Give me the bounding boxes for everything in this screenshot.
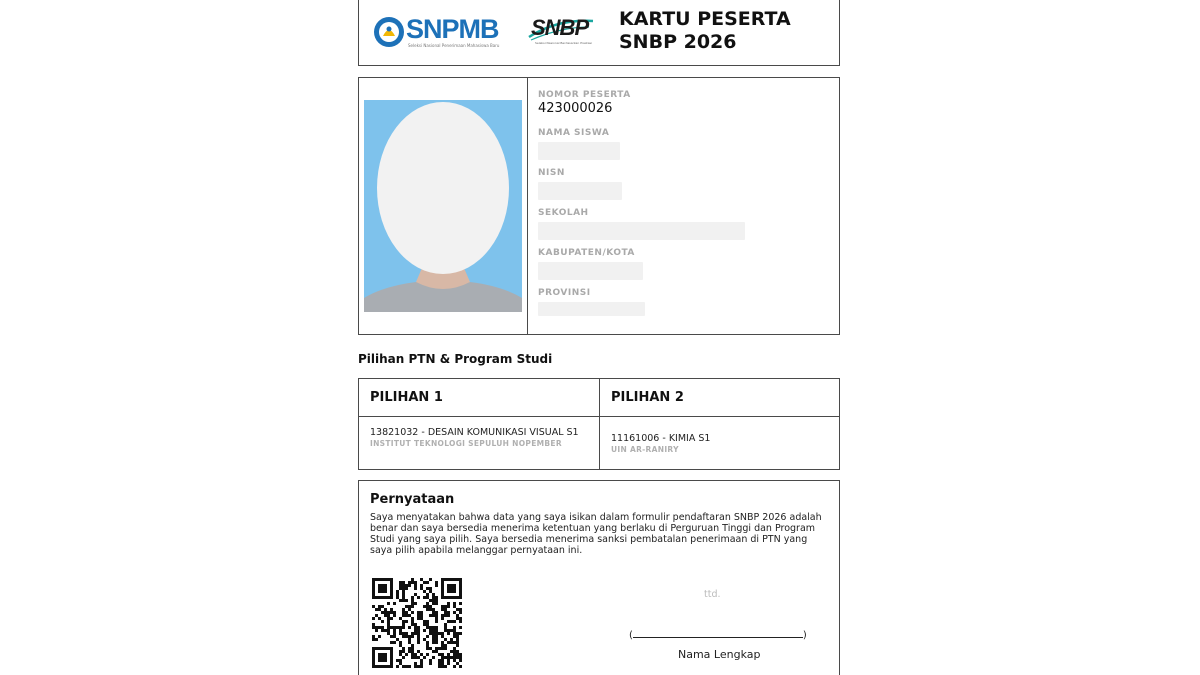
value-nisn-redacted <box>538 182 622 200</box>
label-nomor-peserta: NOMOR PESERTA <box>538 90 631 100</box>
signature-name-label: Nama Lengkap <box>678 648 761 661</box>
statement-title: Pernyataan <box>370 492 455 507</box>
snbp-wordmark: SNBP <box>531 15 589 40</box>
value-nama-siswa-redacted <box>538 142 620 160</box>
signature-open-paren: ( <box>629 630 633 641</box>
signature-ttd: ttd. <box>704 589 721 600</box>
value-nomor-peserta: 423000026 <box>538 101 613 116</box>
snbp-logo <box>527 13 597 47</box>
signature-underline <box>633 628 803 638</box>
snbp-tagline: Seleksi Nasional Berdasarkan Prestasi <box>535 41 592 45</box>
card-header <box>358 0 840 66</box>
statement-text: Saya menyatakan bahwa data yang saya isikan dalam formulir pendaftaran SNBP 2026 adalah benar dan saya bersedia menerima ketentuan yang berlaku di Perguruan Tinggi dan Program Studi yang saya pilih. Saya bersedia menerima sanksi pembatalan penerimaan di PTN yang saya pilih apabila melanggar pernyataan ini. <box>370 512 822 556</box>
choice-2-program: 11161006 - KIMIA S1 <box>611 433 711 444</box>
snpmb-logo <box>373 15 501 51</box>
label-nisn: NISN <box>538 168 565 178</box>
choices-table <box>358 378 840 470</box>
qr-code-icon <box>372 578 462 668</box>
choices-section-title: Pilihan PTN & Program Studi <box>358 352 553 366</box>
value-provinsi-redacted <box>538 302 645 316</box>
value-kabupaten-kota-redacted <box>538 262 643 280</box>
label-sekolah: SEKOLAH <box>538 208 589 218</box>
choice-2-header: PILIHAN 2 <box>600 379 839 417</box>
identity-fields <box>538 89 828 323</box>
choice-column-2 <box>599 379 839 469</box>
card-title-line1: KARTU PESERTA <box>619 8 791 30</box>
label-provinsi: PROVINSI <box>538 288 591 298</box>
choice-2-university: UIN AR-RANIRY <box>611 445 679 454</box>
choice-1-program: 13821032 - DESAIN KOMUNIKASI VISUAL S1 <box>370 427 579 438</box>
value-sekolah-redacted <box>538 222 745 240</box>
snpmb-tagline: Seleksi Nasional Penerimaan Mahasiswa Baru <box>408 43 500 48</box>
label-nama-siswa: NAMA SISWA <box>538 128 610 138</box>
signature-close-paren: ) <box>802 630 807 641</box>
statement-panel <box>358 480 840 675</box>
snpmb-wordmark: SNPMB <box>406 14 499 44</box>
choice-column-1 <box>359 379 599 469</box>
label-kabupaten-kota: KABUPATEN/KOTA <box>538 248 635 258</box>
identity-panel <box>358 77 840 335</box>
card-title <box>619 8 791 54</box>
card-title-line2: SNBP 2026 <box>619 31 737 53</box>
identity-divider <box>527 78 528 334</box>
choice-1-header: PILIHAN 1 <box>359 379 599 417</box>
tut-wuri-emblem-icon <box>373 16 405 48</box>
person-silhouette-icon <box>364 100 522 312</box>
choice-1-university: INSTITUT TEKNOLOGI SEPULUH NOPEMBER <box>370 439 562 448</box>
participant-photo <box>364 100 522 312</box>
signature-line <box>629 628 807 641</box>
